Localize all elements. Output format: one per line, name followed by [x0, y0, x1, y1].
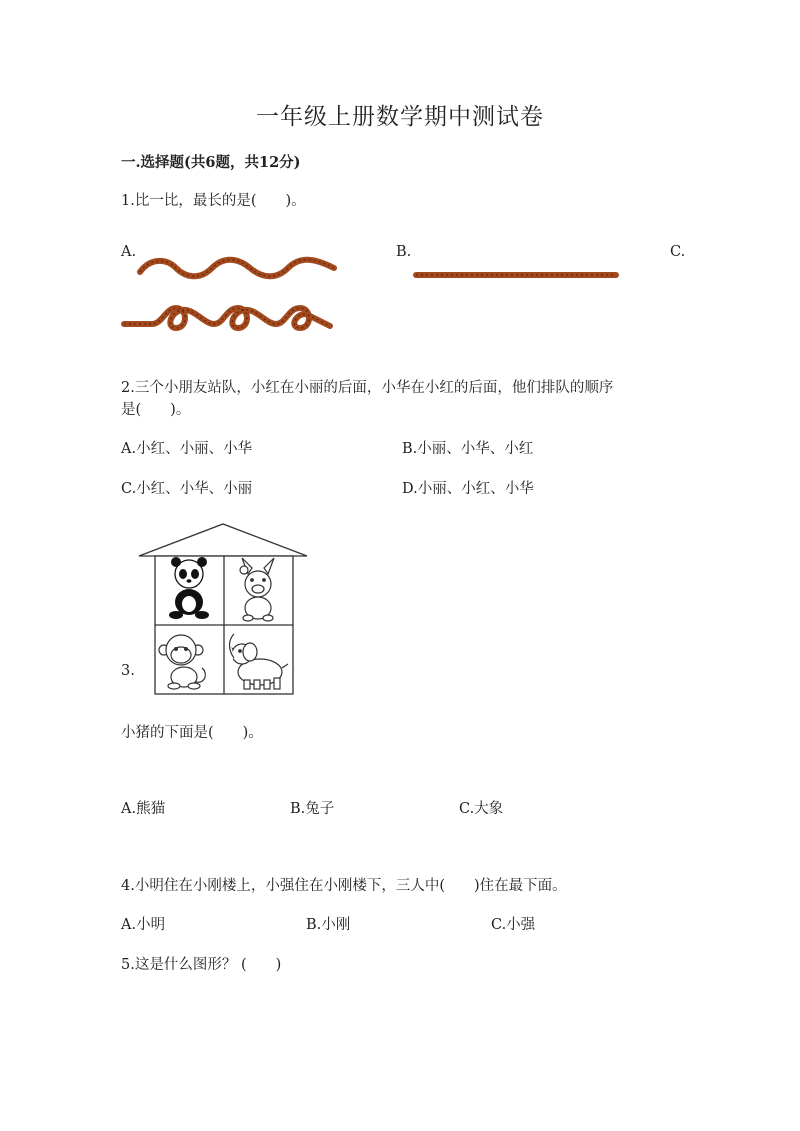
- question-2-line-1: 2.三个小朋友站队，小红在小丽的后面，小华在小红的后面，他们排队的顺序: [121, 380, 614, 396]
- q3-option-b: B.兔子: [290, 801, 335, 817]
- question-2-line-2: 是( )。: [121, 402, 191, 418]
- q1-option-b-label: B.: [396, 244, 412, 260]
- q2-option-b: B.小丽、小华、小红: [402, 441, 534, 457]
- wavy-rope-icon: [138, 254, 338, 282]
- looped-rope-icon: [122, 300, 334, 336]
- page-title: 一年级上册数学期中测试卷: [256, 104, 544, 130]
- question-4: 4.小明住在小刚楼上，小强住在小刚楼下，三人中( )住在最下面。: [121, 878, 567, 894]
- q2-option-c: C.小红、小华、小丽: [121, 481, 253, 497]
- house-figure: [136, 522, 310, 698]
- question-3-number: 3.: [121, 663, 135, 679]
- q4-option-b: B.小刚: [306, 917, 351, 933]
- question-3: 小猪的下面是( )。: [121, 725, 263, 741]
- q1-option-c-label: C.: [670, 244, 686, 260]
- q1-option-a-label: A.: [121, 244, 137, 260]
- q2-option-a: A.小红、小丽、小华: [121, 441, 253, 457]
- straight-rope-icon: [414, 270, 620, 280]
- q4-option-c: C.小强: [491, 917, 536, 933]
- q2-option-d: D.小丽、小红、小华: [402, 481, 534, 497]
- q3-option-c: C.大象: [459, 801, 504, 817]
- q3-option-a: A.熊猫: [121, 801, 166, 817]
- q4-option-a: A.小明: [121, 917, 166, 933]
- question-5: 5.这是什么图形？ ( ): [121, 957, 282, 973]
- section-heading: 一.选择题(共6题，共12分): [121, 154, 301, 171]
- question-1: 1.比一比，最长的是( )。: [121, 193, 306, 209]
